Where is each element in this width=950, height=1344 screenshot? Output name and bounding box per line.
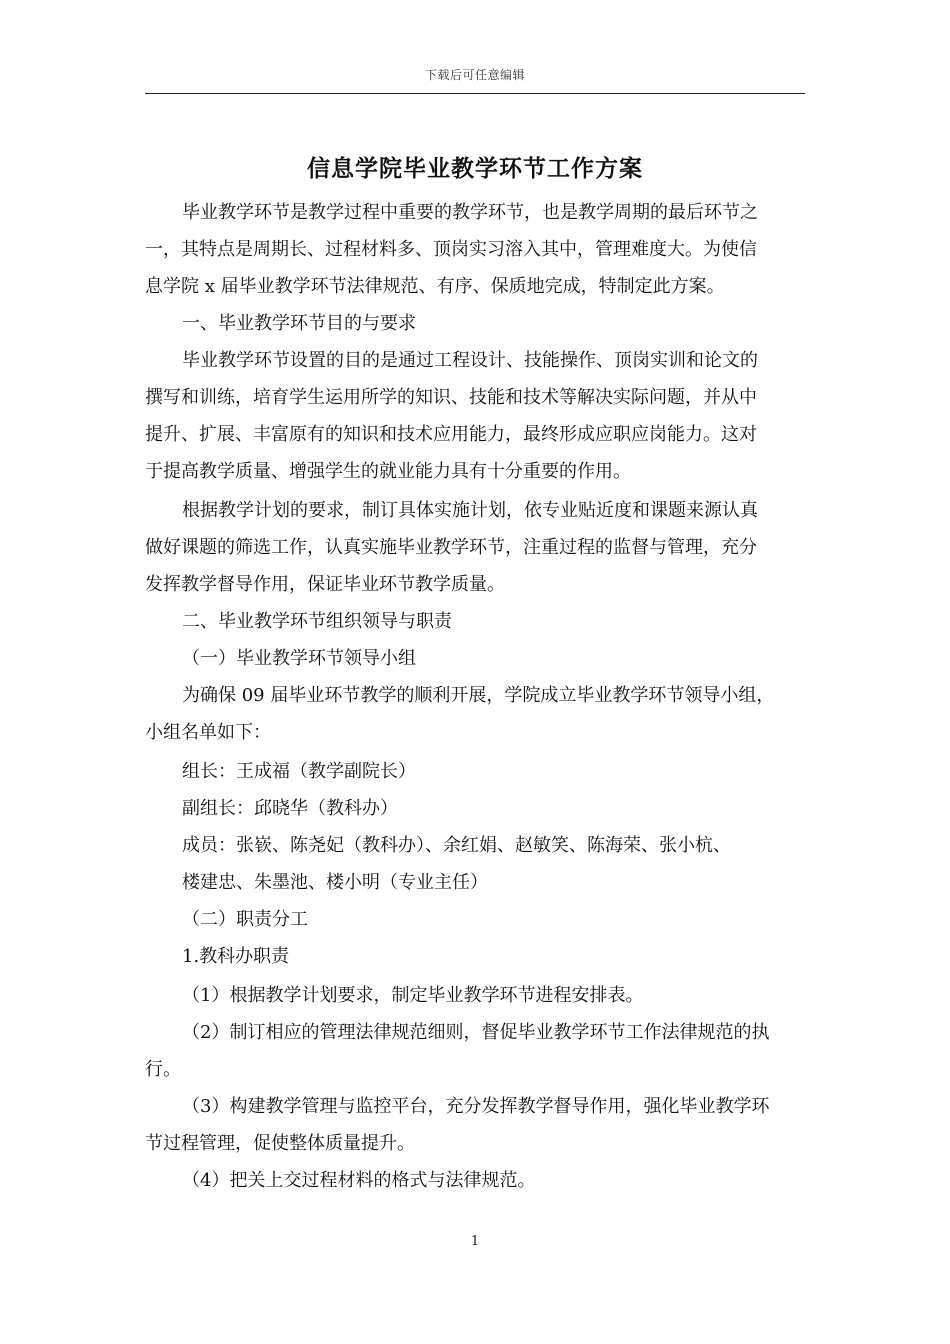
duty-item-2-line-2: 行。 [145,1059,181,1080]
duty-item-2-line-1: （2）制订相应的管理法律规范细则，督促毕业教学环节工作法律规范的执 [182,1022,770,1043]
intro-line-2: 一，其特点是周期长、过程材料多、顶岗实习溶入其中，管理难度大。为使信 [145,239,757,260]
plan-line-1: 根据教学计划的要求，制订具体实施计划，依专业贴近度和课题来源认真 [182,500,758,521]
section-heading-2: 二、毕业教学环节组织领导与职责 [182,611,452,632]
section-heading-1: 一、毕业教学环节目的与要求 [182,313,416,334]
page-header-text: 下载后可任意编辑 [424,68,525,82]
page-number: 1 [470,1234,480,1249]
members-line-1: 成员：张嵚、陈尧妃（教科办）、余红娟、赵敏笑、陈海荣、张小杭、 [182,835,731,856]
subsection-heading-2: （二）职责分工 [182,909,308,930]
duty-item-3-line-1: （3）构建教学管理与监控平台，充分发挥教学督导作用，强化毕业教学环 [182,1096,770,1117]
duty-item-1: （1）根据教学计划要求，制定毕业教学环节进程安排表。 [182,985,644,1006]
duty-item-3-line-2: 节过程管理，促使整体质量提升。 [145,1133,415,1154]
purpose-line-2: 撰写和训练，培育学生运用所学的知识、技能和技术等解决实际问题，并从中 [145,387,757,408]
purpose-line-1: 毕业教学环节设置的目的是通过工程设计、技能操作、顶岗实训和论文的 [182,350,758,371]
deputy-leader-line: 副组长：邱晓华（教科办） [182,798,398,819]
duty-heading-1: 1.教科办职责 [182,946,290,967]
purpose-line-4: 于提高教学质量、增强学生的就业能力具有十分重要的作用。 [145,461,631,482]
plan-line-2: 做好课题的筛选工作，认真实施毕业教学环节，注重过程的监督与管理，充分 [145,537,757,558]
header-rule [145,93,805,94]
group-line-1: 为确保 09 届毕业环节教学的顺利开展，学院成立毕业教学环节领导小组， [182,685,775,706]
intro-line-3: 息学院 x 届毕业教学环节法律规范、有序、保质地完成，特制定此方案。 [145,276,725,297]
subsection-heading-1: （一）毕业教学环节领导小组 [182,648,416,669]
group-line-2: 小组名单如下： [145,722,271,743]
members-line-2: 楼建忠、朱墨池、楼小明（专业主任） [182,872,488,893]
purpose-line-3: 提升、扩展、丰富原有的知识和技术应用能力，最终形成应职应岗能力。这对 [145,424,757,445]
plan-line-3: 发挥教学督导作用，保证毕业环节教学质量。 [145,574,505,595]
duty-item-4: （4）把关上交过程材料的格式与法律规范。 [182,1170,536,1191]
intro-line-1: 毕业教学环节是教学过程中重要的教学环节，也是教学周期的最后环节之 [182,202,758,223]
leader-line: 组长：王成福（教学副院长） [182,761,416,782]
document-title: 信息学院毕业教学环节工作方案 [307,155,643,182]
